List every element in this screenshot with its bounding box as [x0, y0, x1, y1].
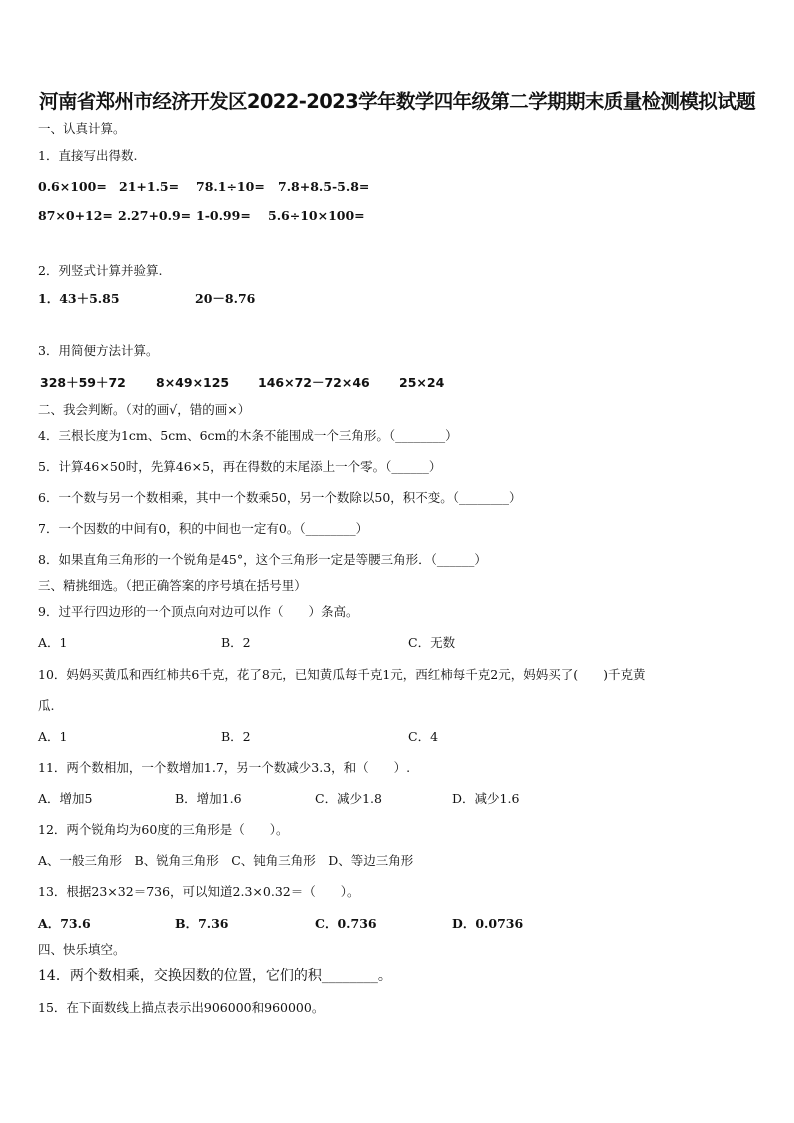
- question-11: 11．两个数相加，一个数增加1.7，另一个数减少3.3，和（ ）.: [38, 760, 411, 775]
- calc-item: 21+1.5=: [119, 179, 180, 194]
- question-8: 8．如果直角三角形的一个锐角是45°，这个三角形一定是等腰三角形．（______）: [38, 552, 487, 567]
- question-6: 6．一个数与另一个数相乘，其中一个数乘50，另一个数除以50，积不变。（________）: [38, 490, 522, 505]
- section-heading-3: 三、精挑细选。（把正确答案的序号填在括号里）: [38, 578, 307, 593]
- option-b: B．增加1.6: [175, 791, 242, 806]
- simplify-item: 25×24: [399, 375, 445, 390]
- section-heading-4: 四、快乐填空。: [38, 942, 126, 957]
- question-13: 13．根据23×32＝736，可以知道2.3×0.32＝（ ）。: [38, 884, 360, 899]
- question-2-label: 2．列竖式计算并验算.: [38, 263, 163, 278]
- calc-item: 87×0+12=: [38, 208, 113, 223]
- option-d: D．减少1.6: [452, 791, 520, 806]
- option-a: A．1: [38, 635, 68, 650]
- simplify-item: 328＋59＋72: [40, 375, 126, 390]
- question-1-label: 1．直接写出得数.: [38, 148, 138, 163]
- question-12: 12．两个锐角均为60度的三角形是（ ）。: [38, 822, 289, 837]
- question-10: 10．妈妈买黄瓜和西红柿共6千克，花了8元，已知黄瓜每千克1元，西红柿每千克2元，妈妈买了( )千克黄: [38, 667, 646, 682]
- question-10-continued: 瓜.: [38, 698, 55, 713]
- question-5: 5．计算46×50时，先算46×5，再在得数的末尾添上一个零。（______）: [38, 459, 442, 474]
- question-15: 15．在下面数线上描点表示出906000和960000。: [38, 1000, 325, 1015]
- question-4: 4．三根长度为1cm、5cm、6cm的木条不能围成一个三角形。（________）: [38, 428, 458, 443]
- option-d: D．0.0736: [452, 916, 524, 931]
- calc-item: 78.1÷10=: [196, 179, 265, 194]
- section-heading-2: 二、我会判断。（对的画√，错的画×）: [38, 402, 251, 417]
- option-b: B．7.36: [175, 916, 229, 931]
- section-heading-1: 一、认真计算。: [38, 121, 126, 136]
- question-9: 9．过平行四边形的一个顶点向对边可以作（ ）条高。: [38, 604, 359, 619]
- option-b: B．2: [221, 729, 251, 744]
- question-12-options: A、一般三角形 B、锐角三角形 C、钝角三角形 D、等边三角形: [38, 853, 414, 868]
- calc-item: 0.6×100=: [38, 179, 107, 194]
- question-3-label: 3．用简便方法计算。: [38, 343, 159, 358]
- option-c: C．0.736: [315, 916, 377, 931]
- simplify-item: 146×72－72×46: [258, 375, 370, 390]
- calc-item: 2.27+0.9=: [118, 208, 192, 223]
- vertical-calc-item: 20－8.76: [195, 291, 256, 306]
- option-c: C．无数: [408, 635, 456, 650]
- vertical-calc-item: 1．43＋5.85: [38, 291, 120, 306]
- simplify-item: 8×49×125: [156, 375, 230, 390]
- question-14: 14．两个数相乘，交换因数的位置，它们的积________。: [38, 968, 392, 984]
- question-7: 7．一个因数的中间有0，积的中间也一定有0。（________）: [38, 521, 369, 536]
- option-c: C．减少1.8: [315, 791, 382, 806]
- calc-item: 5.6÷10×100=: [268, 208, 365, 223]
- option-c: C．4: [408, 729, 439, 744]
- calc-item: 1-0.99=: [196, 208, 251, 223]
- page-title: 河南省郑州市经济开发区2022-2023学年数学四年级第二学期期末质量检测模拟试题: [38, 90, 756, 113]
- option-a: A．1: [38, 729, 68, 744]
- option-a: A．增加5: [38, 791, 93, 806]
- option-b: B．2: [221, 635, 251, 650]
- calc-item: 7.8+8.5-5.8=: [278, 179, 370, 194]
- option-a: A．73.6: [38, 916, 91, 931]
